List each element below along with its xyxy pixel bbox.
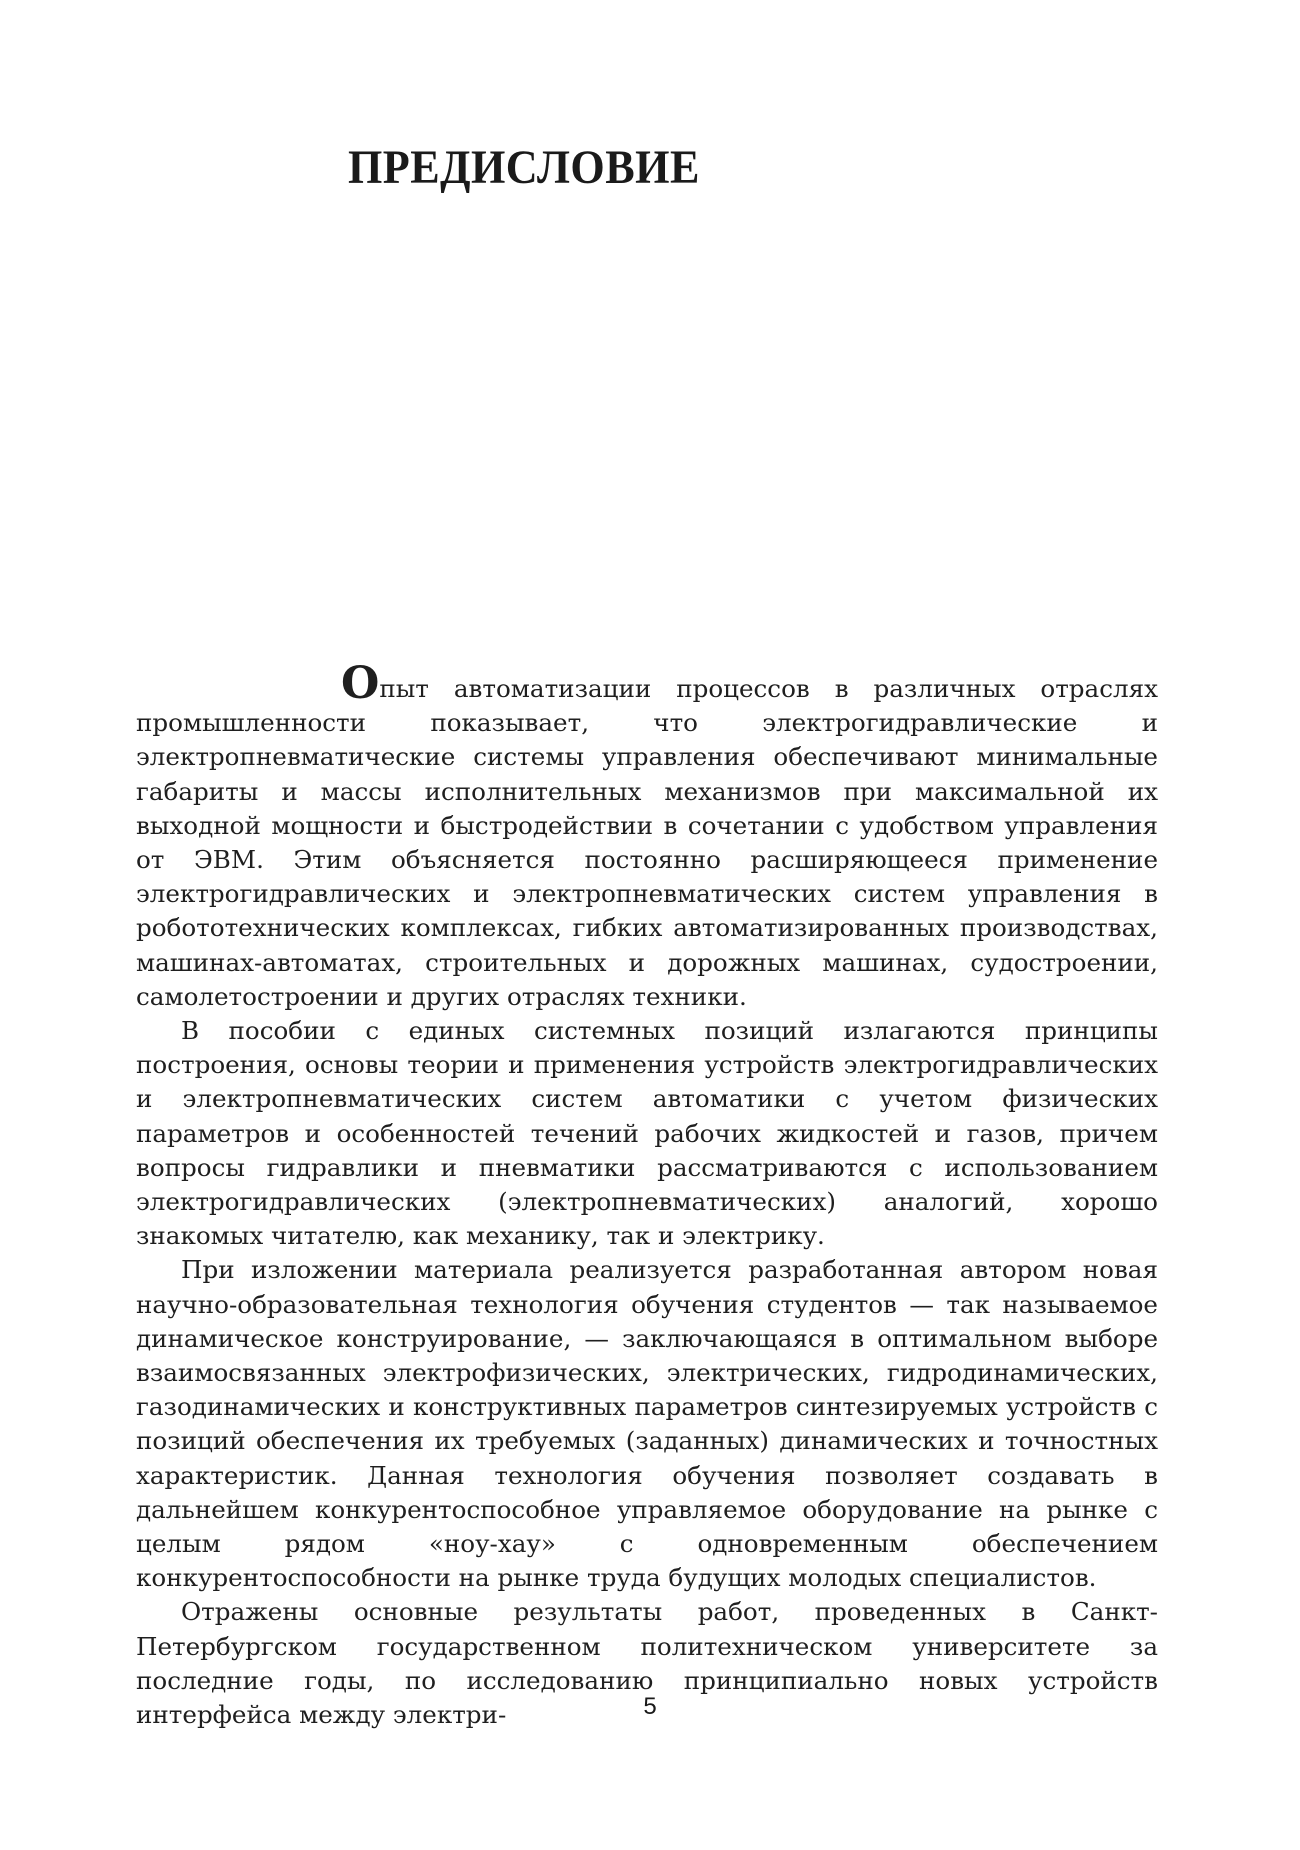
- drop-cap: О: [341, 658, 380, 709]
- paragraph-4: Отражены основные результаты работ, проведенных в Санкт-Петербургском государственном политехническом университете за последние годы, по исследованию принципиально новых устройств интерфейса между электри-: [136, 1597, 1158, 1730]
- page-number: 5: [643, 1693, 657, 1720]
- paragraph-1-text: пыт автоматизации процессов в различных отраслях промышленности показывает, что электрогидравлические и электропневматические системы управления обеспечивают минимальные габариты и массы исполнительных механизмов при максимальной их выходной мощности и быстродействии в сочетании с удобством управления от ЭВМ. Этим объясняется постоянно расширяющееся применение электрогидравлических и электропневматических систем управления в робототехнических комплексах, гибких автоматизированных производствах, машинах-автоматах, строительных и дорожных машинах, судостроении, самолетостроении и других отраслях техники.: [136, 674, 1158, 1011]
- preface-body: [136, 658, 1158, 1732]
- paragraph-3: При изложении материала реализуется разработанная автором новая научно-образовательная технология обучения студентов — так называемое динамическое конструирование, — заключающаяся в оптимальном выборе взаимосвязанных электрофизических, электрических, гидродинамических, газодинамических и конструктивных параметров синтезируемых устройств с позиций обеспечения их требуемых (заданных) динамических и точностных характеристик. Данная технология обучения позволяет создавать в дальнейшем конкурентоспособное управляемое оборудование на рынке с целым рядом «ноу-хау» с одновременным обеспечением конкурентоспособности на рынке труда будущих молодых специалистов.: [136, 1255, 1158, 1593]
- paragraph-1: [136, 658, 1158, 1014]
- paragraph-2: В пособии с единых системных позиций излагаются принципы построения, основы теории и применения устройств электрогидравлических и электропневматических систем автоматики с учетом физических параметров и особенностей течений рабочих жидкостей и газов, причем вопросы гидравлики и пневматики рассматриваются с использованием электрогидравлических (электропневматических) аналогий, хорошо знакомых читателю, как механику, так и электрику.: [136, 1016, 1158, 1251]
- page-title: ПРЕДИСЛОВИЕ: [348, 141, 700, 194]
